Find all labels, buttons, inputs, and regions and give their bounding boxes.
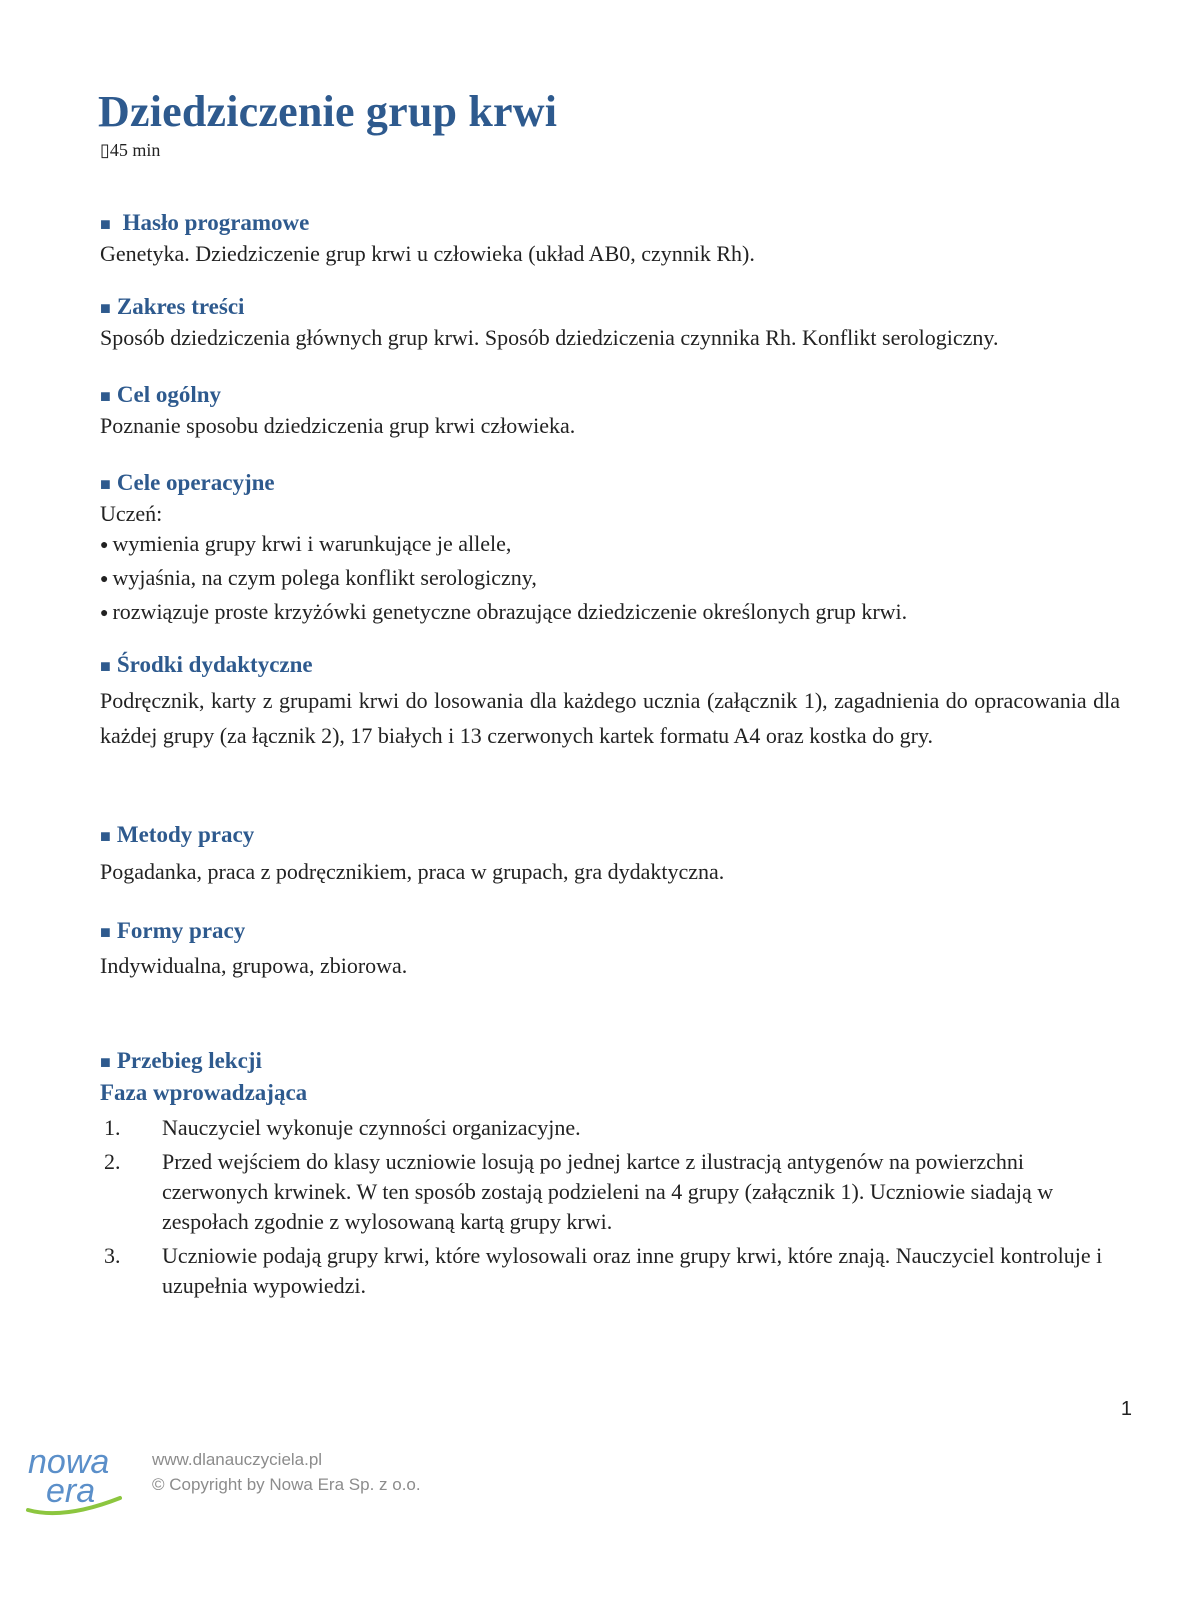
section-heading: ■ Środki dydaktyczne xyxy=(100,652,313,677)
section-heading: ■ Metody pracy xyxy=(100,822,255,847)
section-heading: ■ Formy pracy xyxy=(100,918,246,943)
list-item: ● rozwiązuje proste krzyżówki genetyczne obrazujące dziedziczenie określonych grup krwi. xyxy=(100,599,908,624)
section-text: Sposób dziedziczenia głównych grup krwi. Sposób dziedziczenia czynnika Rh. Konflikt serologiczny. xyxy=(100,325,999,350)
svg-text:nowa: nowa xyxy=(28,1443,110,1481)
section-intro: Uczeń: xyxy=(100,501,163,526)
document-title: Dziedziczenie grup krwi xyxy=(98,87,558,136)
section-text: Indywidualna, grupowa, zbiorowa. xyxy=(100,953,408,978)
square-bullet-icon: ■ xyxy=(100,298,111,318)
footer-copyright: © Copyright by Nowa Era Sp. z o.o. xyxy=(152,1475,421,1494)
lesson-steps-list xyxy=(100,1113,1120,1301)
svg-text:era: era xyxy=(46,1472,96,1510)
bullet-dot-icon: ● xyxy=(100,572,109,587)
list-item: 2. Przed wejściem do klasy uczniowie losują po jednej kartce z ilustracją antygenów na powierzchni czerwonych krwinek. W ten sposób zostają podzieleni na 4 grupy (załącznik 1). Uczniowie siadają w zespołach zgodnie z wylosowaną kartą grupy krwi. xyxy=(104,1149,1054,1234)
section-heading: ■ Hasło programowe xyxy=(100,210,310,235)
section-heading: ■ Zakres treści xyxy=(100,294,245,319)
list-item: ● wymienia grupy krwi i warunkujące je allele, xyxy=(100,531,512,556)
list-item: ● wyjaśnia, na czym polega konflikt serologiczny, xyxy=(100,565,537,590)
section-metody xyxy=(100,820,1120,887)
section-formy xyxy=(100,916,1120,981)
square-bullet-icon: ■ xyxy=(100,386,111,406)
section-text: Pogadanka, praca z podręcznikiem, praca w grupach, gra dydaktyczna. xyxy=(100,859,725,884)
page-footer xyxy=(20,1440,620,1530)
list-item: 1. Nauczyciel wykonuje czynności organizacyjne. xyxy=(104,1115,581,1140)
square-bullet-icon: ■ xyxy=(100,214,111,234)
footer-url: www.dlanauczyciela.pl xyxy=(152,1450,323,1469)
section-zakres xyxy=(100,292,1120,353)
square-bullet-icon: ■ xyxy=(100,474,111,494)
page-number: 1 xyxy=(1120,1398,1132,1420)
section-przebieg xyxy=(100,1046,1120,1305)
list-item: 3. Uczniowie podają grupy krwi, które wylosowali oraz inne grupy krwi, które znają. Nauczyciel kontroluje i uzupełnia wypowiedzi. xyxy=(104,1243,1103,1298)
section-heading: ■ Cele operacyjne xyxy=(100,470,275,495)
square-bullet-icon: ■ xyxy=(100,1052,111,1072)
section-text: Podręcznik, karty z grupami krwi do losowania dla każdego ucznia (załącznik 1), zagadnienia do opracowania dla każdej grupy (za łącznik 2), 17 białych i 13 czerwonych kartek formatu A4 oraz kostka do gry. xyxy=(100,688,1120,748)
section-heading: ■ Przebieg lekcji xyxy=(100,1048,262,1073)
square-bullet-icon: ■ xyxy=(100,826,111,846)
section-text: Poznanie sposobu dziedziczenia grup krwi człowieka. xyxy=(100,413,576,438)
section-haslo xyxy=(100,208,1120,269)
bullet-dot-icon: ● xyxy=(100,606,109,621)
section-cel xyxy=(100,380,1120,441)
nowa-era-logo xyxy=(24,1440,134,1520)
section-cele-operacyjne xyxy=(100,468,1120,631)
square-bullet-icon: ■ xyxy=(100,922,111,942)
lesson-duration: ▯45 min xyxy=(100,140,161,160)
section-heading: ■ Cel ogólny xyxy=(100,382,222,407)
section-subheading: Faza wprowadzająca xyxy=(100,1080,308,1105)
section-text: Genetyka. Dziedziczenie grup krwi u człowieka (układ AB0, czynnik Rh). xyxy=(100,241,755,266)
square-bullet-icon: ■ xyxy=(100,656,111,676)
section-srodki xyxy=(100,650,1120,753)
bullet-dot-icon: ● xyxy=(100,538,109,553)
